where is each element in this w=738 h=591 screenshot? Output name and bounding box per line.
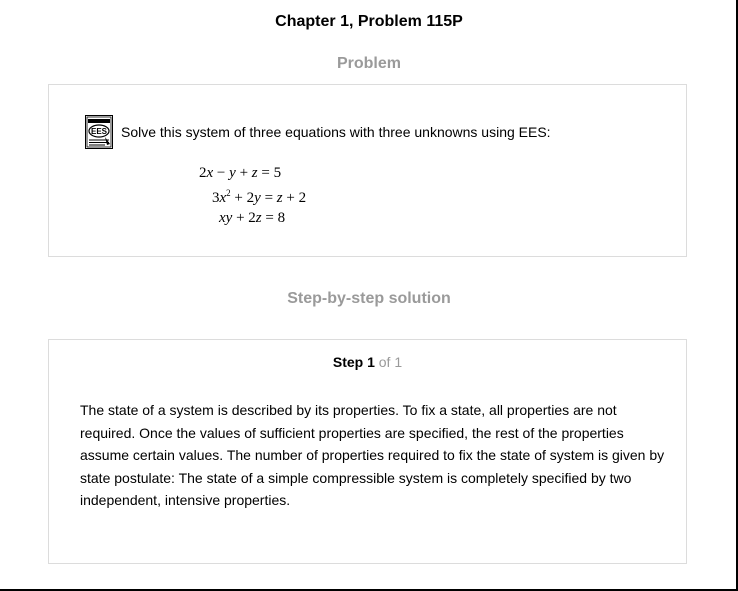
problem-statement: Solve this system of three equations with three unknowns using EES: — [121, 124, 551, 140]
equation-1: 2x − y + z = 5 — [199, 165, 282, 181]
equation-system — [199, 163, 306, 228]
problem-panel — [48, 84, 687, 257]
equation-3: xy + 2z = 8 — [219, 210, 286, 226]
equation-2: $3x^2 + 2y = z + 2$ — [212, 188, 307, 206]
step-total: of 1 — [378, 354, 403, 370]
ees-logo-text: EES — [90, 127, 108, 136]
solution-panel — [48, 339, 687, 564]
step-label — [49, 353, 686, 371]
ees-software-icon — [85, 115, 113, 149]
step-explanation: The state of a system is described by its properties. To fix a state, all properties are not required. Once the values of sufficient properties are specified, the rest of the properties assume certain values. The number of properties required to fix the state of system is given by state postulate: The state of a simple compressible system is completely specified by two independent, intensive properties. — [80, 402, 665, 508]
step-number: Step 1 — [332, 354, 375, 370]
problem-heading: Problem — [336, 55, 401, 72]
solution-heading: Step-by-step solution — [287, 290, 451, 307]
chapter-title: Chapter 1, Problem 115P — [275, 13, 463, 30]
